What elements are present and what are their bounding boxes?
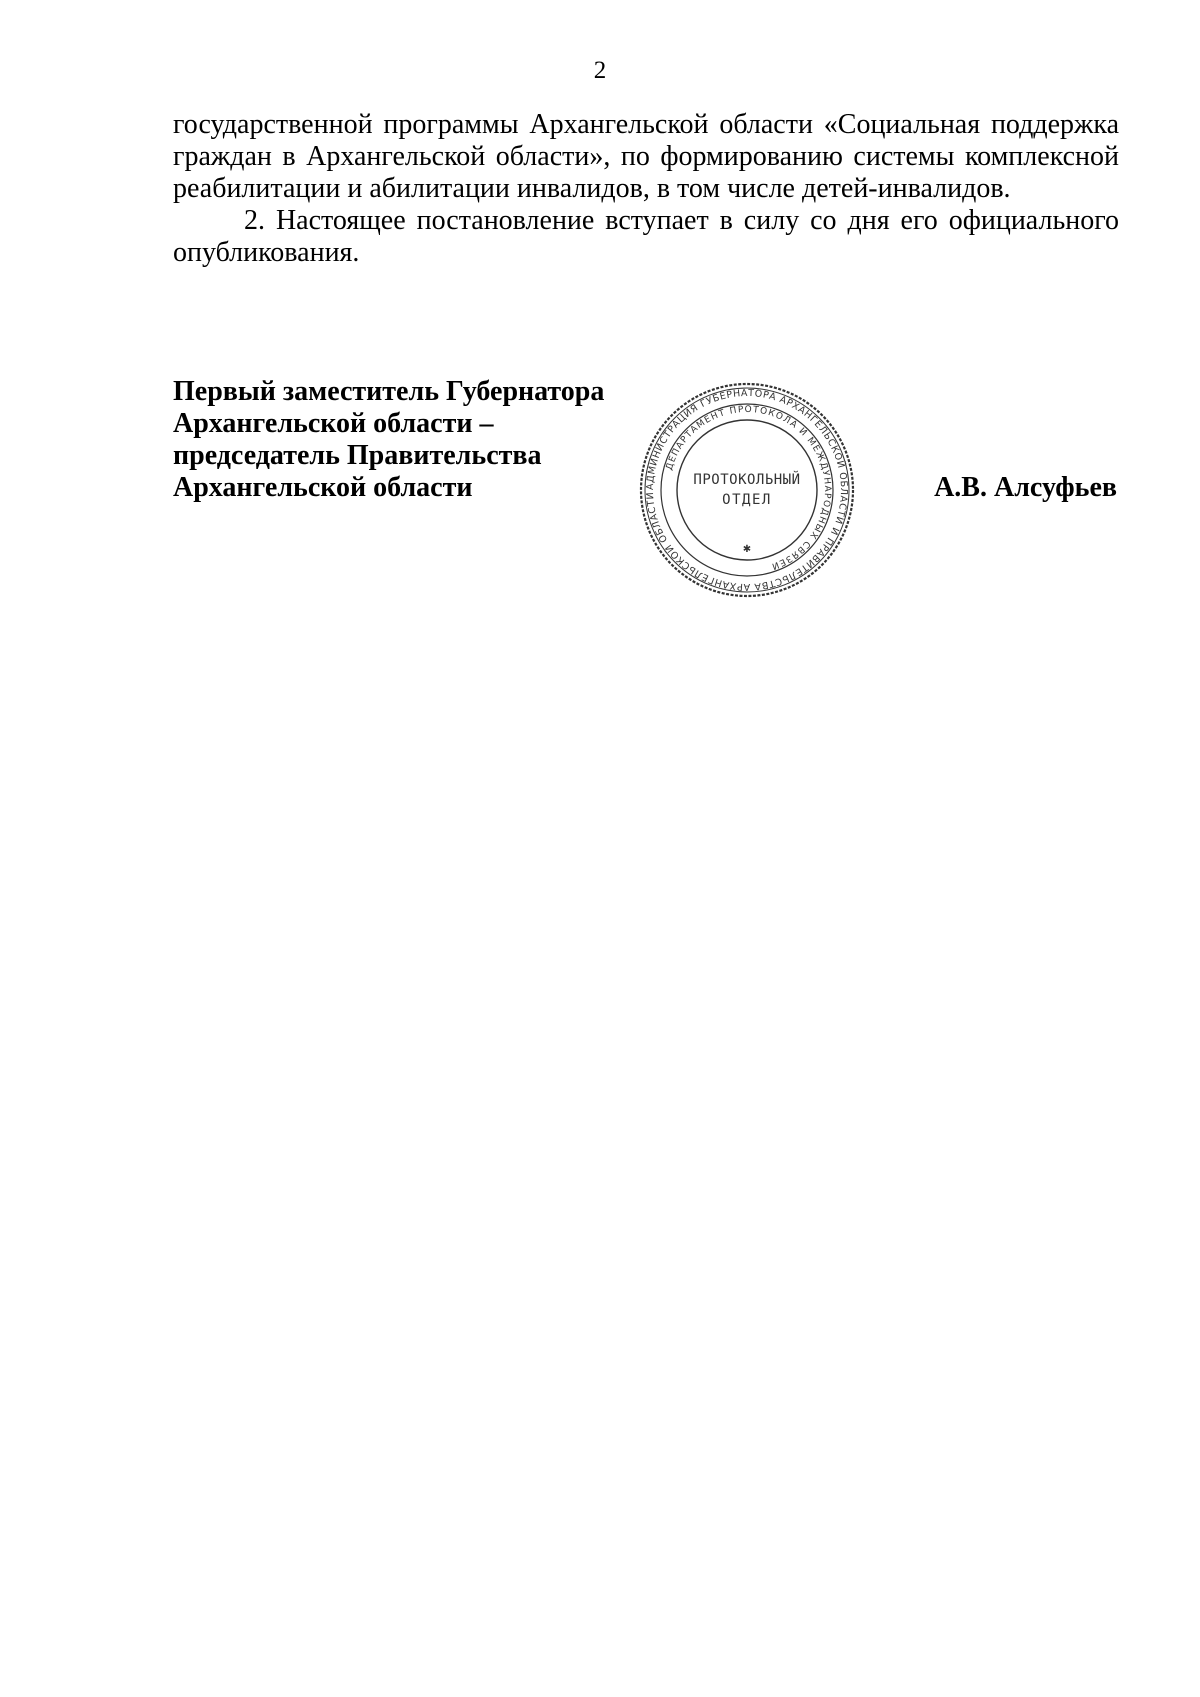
signer-name: А.В. Алсуфьев: [934, 472, 1117, 503]
stamp-inner-border: [677, 420, 817, 560]
signatory-title: [173, 376, 653, 504]
stamp-outer-border: [641, 384, 853, 596]
paragraph-effective-date: 2. Настоящее постановление вступает в силу со дня его официального опубликования.: [173, 205, 1119, 268]
stamp-outer-text: АДМИНИСТРАЦИЯ ГУБЕРНАТОРА АРХАНГЕЛЬСКОЙ ОБЛАСТИ И ПРАВИТЕЛЬСТВА АРХАНГЕЛЬСКОЙ ОБЛАСТИ: [644, 387, 850, 593]
paragraph-continuation: государственной программы Архангельской области «Социальная поддержка граждан в Архангельской области», по формированию системы комплексной реабилитации и абилитации инвалидов, в том числе детей-инвалидов.: [173, 109, 1119, 204]
page-number: 2: [593, 57, 607, 84]
signatory-title-line: Архангельской области –: [173, 408, 494, 439]
document-body: [173, 109, 1119, 269]
signatory-title-line: Первый заместитель Губернатора: [173, 376, 605, 407]
stamp-center-line-1: ПРОТОКОЛЬНЫЙ: [693, 472, 801, 488]
official-stamp: [637, 380, 857, 600]
stamp-center-line-2: ОТДЕЛ: [722, 492, 772, 508]
stamp-inner-ring-text: ДЕПАРТАМЕНТ ПРОТОКОЛА И МЕЖДУНАРОДНЫХ СВЯЗЕЙ: [664, 404, 833, 572]
signatory-title-line: Архангельской области: [173, 472, 473, 503]
stamp-star-icon: ✱: [742, 544, 752, 555]
signatory-title-line: председатель Правительства: [173, 440, 542, 471]
